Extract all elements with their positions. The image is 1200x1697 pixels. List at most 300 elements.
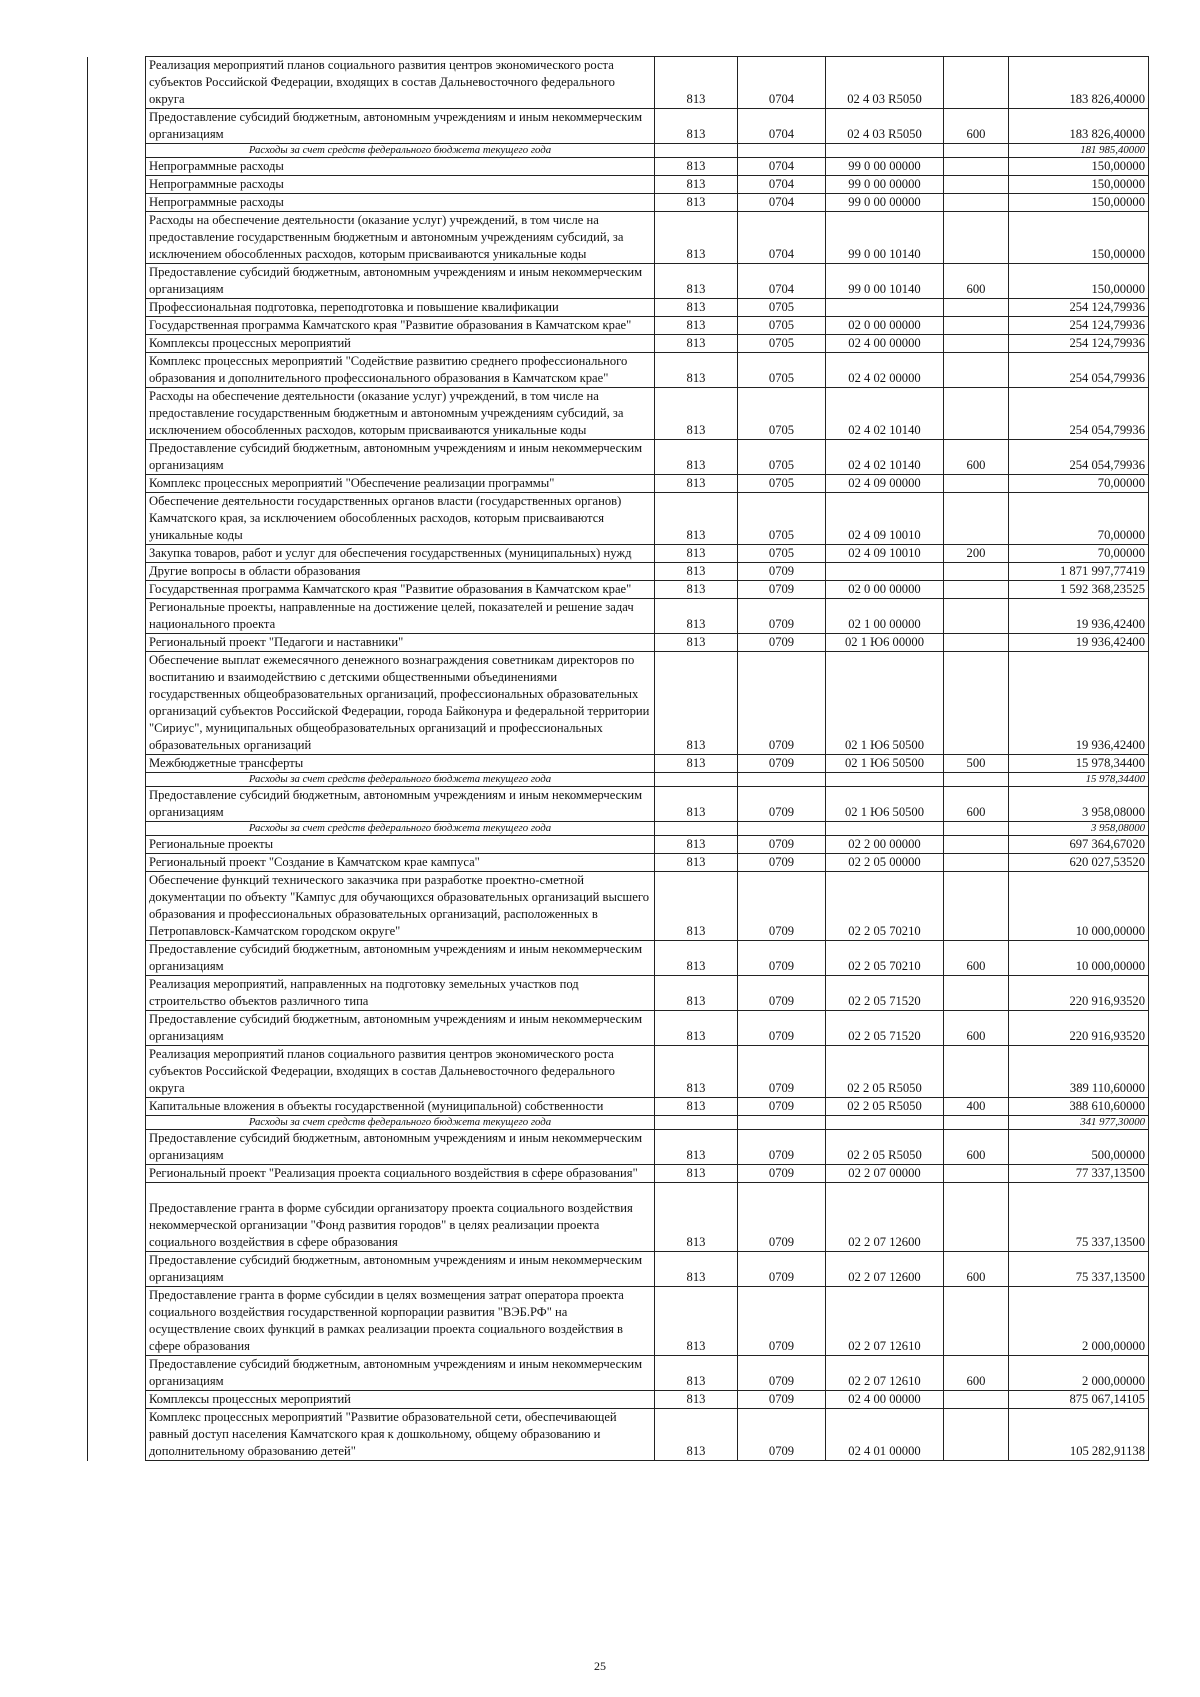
ministry-code-cell: 813 [655, 1130, 738, 1165]
margin-cell [88, 264, 146, 299]
target-article-cell [826, 563, 944, 581]
table-row [88, 1391, 1149, 1409]
ministry-code-cell: 813 [655, 57, 738, 109]
margin-cell [88, 176, 146, 194]
table-row [88, 872, 1149, 941]
expense-name-cell: Комплекс процессных мероприятий "Развитие образовательной сети, обеспечивающей равный доступ населения Камчатского края к дошкольному, общему образованию и дополнительному образованию детей" [146, 1409, 655, 1461]
amount-cell: 183 826,40000 [1009, 109, 1149, 144]
margin-cell [88, 1287, 146, 1356]
amount-cell: 150,00000 [1009, 176, 1149, 194]
amount-cell: 15 978,34400 [1009, 773, 1149, 787]
table-row [88, 1098, 1149, 1116]
table-row [88, 1356, 1149, 1391]
expense-name-cell: Комплекс процессных мероприятий "Обеспечение реализации программы" [146, 475, 655, 493]
target-article-cell: 02 4 00 00000 [826, 335, 944, 353]
target-article-cell: 02 1 Ю6 50500 [826, 652, 944, 755]
ministry-code-cell: 813 [655, 1252, 738, 1287]
section-code-cell: 0705 [738, 317, 826, 335]
table-note-row [88, 822, 1149, 836]
target-article-cell: 02 2 07 12610 [826, 1356, 944, 1391]
table-row [88, 581, 1149, 599]
expense-type-cell [944, 1165, 1009, 1183]
target-article-cell: 02 1 Ю6 50500 [826, 755, 944, 773]
expense-name-cell: Обеспечение деятельности государственных органов власти (государственных органов) Камчатского края, за исключением обособленных расходов, которым присваиваются уникальные коды [146, 493, 655, 545]
ministry-code-cell: 813 [655, 634, 738, 652]
target-article-cell: 02 2 05 R5050 [826, 1130, 944, 1165]
expense-name-cell: Реализация мероприятий, направленных на подготовку земельных участков под строительство объектов различного типа [146, 976, 655, 1011]
table-row [88, 787, 1149, 822]
expense-name-cell: Расходы за счет средств федерального бюджета текущего года [146, 1116, 655, 1130]
expense-name-cell: Региональные проекты, направленные на достижение целей, показателей и решение задач национального проекта [146, 599, 655, 634]
amount-cell: 220 916,93520 [1009, 1011, 1149, 1046]
amount-cell: 254 124,79936 [1009, 317, 1149, 335]
table-row [88, 634, 1149, 652]
expense-type-cell [944, 822, 1009, 836]
ministry-code-cell: 813 [655, 353, 738, 388]
table-row [88, 652, 1149, 755]
table-row [88, 1011, 1149, 1046]
amount-cell: 75 337,13500 [1009, 1183, 1149, 1252]
expense-name-cell: Предоставление субсидий бюджетным, автономным учреждениям и иным некоммерческим организациям [146, 1356, 655, 1391]
page-number: 25 [594, 1659, 606, 1673]
expense-type-cell: 600 [944, 1130, 1009, 1165]
ministry-code-cell: 813 [655, 1183, 738, 1252]
amount-cell: 254 124,79936 [1009, 299, 1149, 317]
ministry-code-cell: 813 [655, 317, 738, 335]
ministry-code-cell: 813 [655, 941, 738, 976]
amount-cell: 254 054,79936 [1009, 353, 1149, 388]
section-code-cell: 0709 [738, 563, 826, 581]
expense-name-cell: Предоставление субсидий бюджетным, автономным учреждениям и иным некоммерческим организациям [146, 1011, 655, 1046]
margin-cell [88, 773, 146, 787]
target-article-cell: 02 4 02 10140 [826, 388, 944, 440]
section-code-cell [738, 1116, 826, 1130]
section-code-cell: 0705 [738, 440, 826, 475]
section-code-cell: 0705 [738, 353, 826, 388]
margin-cell [88, 335, 146, 353]
ministry-code-cell: 813 [655, 109, 738, 144]
table-row [88, 1165, 1149, 1183]
margin-cell [88, 109, 146, 144]
section-code-cell: 0709 [738, 1287, 826, 1356]
expense-type-cell [944, 652, 1009, 755]
margin-cell [88, 1183, 146, 1252]
section-code-cell: 0704 [738, 176, 826, 194]
margin-cell [88, 563, 146, 581]
expense-type-cell: 500 [944, 755, 1009, 773]
target-article-cell: 02 2 07 00000 [826, 1165, 944, 1183]
section-code-cell: 0709 [738, 1391, 826, 1409]
margin-cell [88, 1116, 146, 1130]
ministry-code-cell: 813 [655, 976, 738, 1011]
section-code-cell: 0705 [738, 335, 826, 353]
section-code-cell: 0705 [738, 545, 826, 563]
amount-cell: 254 054,79936 [1009, 440, 1149, 475]
expense-name-cell: Капитальные вложения в объекты государственной (муниципальной) собственности [146, 1098, 655, 1116]
ministry-code-cell: 813 [655, 1011, 738, 1046]
amount-cell: 3 958,08000 [1009, 822, 1149, 836]
expense-type-cell [944, 1287, 1009, 1356]
expense-name-cell: Расходы за счет средств федерального бюджета текущего года [146, 144, 655, 158]
amount-cell: 1 871 997,77419 [1009, 563, 1149, 581]
ministry-code-cell: 813 [655, 299, 738, 317]
table-row [88, 563, 1149, 581]
table-row [88, 158, 1149, 176]
ministry-code-cell: 813 [655, 755, 738, 773]
target-article-cell: 02 1 Ю6 50500 [826, 787, 944, 822]
table-note-row [88, 773, 1149, 787]
expense-type-cell [944, 1116, 1009, 1130]
expense-name-cell: Реализация мероприятий планов социального развития центров экономического роста субъектов Российской Федерации, входящих в состав Дальневосточного федерального округа [146, 57, 655, 109]
margin-cell [88, 976, 146, 1011]
expense-name-cell: Реализация мероприятий планов социального развития центров экономического роста субъектов Российской Федерации, входящих в состав Дальневосточного федерального округа [146, 1046, 655, 1098]
expense-name-cell: Государственная программа Камчатского края "Развитие образования в Камчатском крае" [146, 581, 655, 599]
section-code-cell: 0709 [738, 581, 826, 599]
ministry-code-cell [655, 822, 738, 836]
expense-name-cell: Предоставление гранта в форме субсидии организатору проекта социального воздействия некоммерческой организации "Фонд развития городов" в целях реализации проекта социального воздействия в сфере образования [146, 1183, 655, 1252]
amount-cell: 500,00000 [1009, 1130, 1149, 1165]
expense-name-cell: Региональный проект "Создание в Камчатском крае кампуса" [146, 854, 655, 872]
target-article-cell: 02 2 05 70210 [826, 872, 944, 941]
ministry-code-cell: 813 [655, 1356, 738, 1391]
margin-cell [88, 836, 146, 854]
ministry-code-cell [655, 773, 738, 787]
expense-type-cell [944, 299, 1009, 317]
expense-type-cell: 600 [944, 1252, 1009, 1287]
budget-table-body [88, 57, 1149, 1461]
table-row [88, 299, 1149, 317]
amount-cell: 70,00000 [1009, 475, 1149, 493]
margin-cell [88, 1356, 146, 1391]
expense-type-cell: 400 [944, 1098, 1009, 1116]
margin-cell [88, 1011, 146, 1046]
table-row [88, 1252, 1149, 1287]
expense-type-cell [944, 836, 1009, 854]
target-article-cell: 02 4 03 R5050 [826, 109, 944, 144]
table-row [88, 599, 1149, 634]
margin-cell [88, 475, 146, 493]
expense-name-cell: Региональный проект "Педагоги и наставники" [146, 634, 655, 652]
margin-cell [88, 317, 146, 335]
expense-type-cell [944, 1391, 1009, 1409]
table-row [88, 755, 1149, 773]
expense-type-cell [944, 388, 1009, 440]
margin-cell [88, 581, 146, 599]
expense-type-cell [944, 57, 1009, 109]
expense-type-cell [944, 353, 1009, 388]
expense-type-cell [944, 773, 1009, 787]
expense-name-cell: Предоставление субсидий бюджетным, автономным учреждениям и иным некоммерческим организациям [146, 109, 655, 144]
table-row [88, 493, 1149, 545]
ministry-code-cell: 813 [655, 1098, 738, 1116]
section-code-cell: 0709 [738, 634, 826, 652]
ministry-code-cell: 813 [655, 158, 738, 176]
section-code-cell: 0709 [738, 1046, 826, 1098]
table-row [88, 176, 1149, 194]
ministry-code-cell: 813 [655, 787, 738, 822]
table-row [88, 836, 1149, 854]
target-article-cell: 02 1 00 00000 [826, 599, 944, 634]
margin-cell [88, 599, 146, 634]
section-code-cell: 0709 [738, 872, 826, 941]
target-article-cell: 02 4 01 00000 [826, 1409, 944, 1461]
target-article-cell: 02 2 05 R5050 [826, 1046, 944, 1098]
expense-type-cell: 200 [944, 545, 1009, 563]
amount-cell: 2 000,00000 [1009, 1356, 1149, 1391]
amount-cell: 389 110,60000 [1009, 1046, 1149, 1098]
target-article-cell: 02 2 00 00000 [826, 836, 944, 854]
table-row [88, 353, 1149, 388]
section-code-cell: 0709 [738, 755, 826, 773]
target-article-cell: 02 4 09 10010 [826, 493, 944, 545]
amount-cell: 150,00000 [1009, 212, 1149, 264]
amount-cell: 1 592 368,23525 [1009, 581, 1149, 599]
margin-cell [88, 194, 146, 212]
expense-name-cell: Обеспечение выплат ежемесячного денежного вознаграждения советникам директоров по воспитанию и взаимодействию с детскими общественными объединениями государственных общеобразовательных организаций, профессиональных образовательных организаций субъектов Российской Федерации, города Байконура и федеральной территории "Сириус", муниципальных общеобразовательных организаций и профессиональных образовательных организаций [146, 652, 655, 755]
section-code-cell: 0704 [738, 194, 826, 212]
target-article-cell: 02 0 00 00000 [826, 317, 944, 335]
expense-type-cell [944, 854, 1009, 872]
table-row [88, 1046, 1149, 1098]
margin-cell [88, 941, 146, 976]
section-code-cell: 0705 [738, 388, 826, 440]
expense-name-cell: Предоставление субсидий бюджетным, автономным учреждениям и иным некоммерческим организациям [146, 941, 655, 976]
expense-name-cell: Расходы за счет средств федерального бюджета текущего года [146, 822, 655, 836]
section-code-cell: 0709 [738, 1252, 826, 1287]
expense-type-cell [944, 475, 1009, 493]
amount-cell: 19 936,42400 [1009, 634, 1149, 652]
expense-name-cell: Предоставление субсидий бюджетным, автономным учреждениям и иным некоммерческим организациям [146, 1130, 655, 1165]
expense-name-cell: Расходы на обеспечение деятельности (оказание услуг) учреждений, в том числе на предоставление государственным бюджетным и автономным учреждениям субсидий, за исключением обособленных расходов, которым присваиваются уникальные коды [146, 212, 655, 264]
margin-cell [88, 787, 146, 822]
amount-cell: 220 916,93520 [1009, 976, 1149, 1011]
ministry-code-cell: 813 [655, 475, 738, 493]
target-article-cell: 02 2 05 71520 [826, 976, 944, 1011]
ministry-code-cell: 813 [655, 440, 738, 475]
table-row [88, 57, 1149, 109]
ministry-code-cell [655, 144, 738, 158]
ministry-code-cell: 813 [655, 212, 738, 264]
expense-type-cell [944, 1183, 1009, 1252]
margin-cell [88, 144, 146, 158]
target-article-cell: 02 2 05 R5050 [826, 1098, 944, 1116]
expense-type-cell [944, 158, 1009, 176]
margin-cell [88, 440, 146, 475]
section-code-cell [738, 773, 826, 787]
amount-cell: 254 124,79936 [1009, 335, 1149, 353]
ministry-code-cell [655, 1116, 738, 1130]
section-code-cell [738, 144, 826, 158]
section-code-cell: 0704 [738, 212, 826, 264]
expense-type-cell: 600 [944, 1356, 1009, 1391]
table-note-row [88, 144, 1149, 158]
expense-type-cell [944, 212, 1009, 264]
table-row [88, 109, 1149, 144]
expense-name-cell: Предоставление субсидий бюджетным, автономным учреждениям и иным некоммерческим организациям [146, 440, 655, 475]
section-code-cell: 0709 [738, 1183, 826, 1252]
expense-type-cell [944, 176, 1009, 194]
table-row [88, 475, 1149, 493]
target-article-cell: 02 4 02 00000 [826, 353, 944, 388]
amount-cell: 875 067,14105 [1009, 1391, 1149, 1409]
ministry-code-cell: 813 [655, 335, 738, 353]
margin-cell [88, 1098, 146, 1116]
expense-type-cell [944, 493, 1009, 545]
amount-cell: 150,00000 [1009, 264, 1149, 299]
expense-type-cell [944, 317, 1009, 335]
expense-name-cell: Государственная программа Камчатского края "Развитие образования в Камчатском крае" [146, 317, 655, 335]
margin-cell [88, 854, 146, 872]
margin-cell [88, 652, 146, 755]
section-code-cell: 0709 [738, 1011, 826, 1046]
amount-cell: 388 610,60000 [1009, 1098, 1149, 1116]
expense-type-cell: 600 [944, 941, 1009, 976]
table-row [88, 212, 1149, 264]
amount-cell: 10 000,00000 [1009, 872, 1149, 941]
amount-cell: 19 936,42400 [1009, 652, 1149, 755]
expense-name-cell: Комплексы процессных мероприятий [146, 335, 655, 353]
section-code-cell: 0704 [738, 109, 826, 144]
margin-cell [88, 872, 146, 941]
target-article-cell: 99 0 00 00000 [826, 194, 944, 212]
amount-cell: 2 000,00000 [1009, 1287, 1149, 1356]
expense-type-cell [944, 194, 1009, 212]
target-article-cell: 02 2 07 12600 [826, 1183, 944, 1252]
ministry-code-cell: 813 [655, 176, 738, 194]
margin-cell [88, 212, 146, 264]
ministry-code-cell: 813 [655, 264, 738, 299]
table-note-row [88, 1116, 1149, 1130]
section-code-cell: 0709 [738, 1130, 826, 1165]
margin-cell [88, 545, 146, 563]
table-row [88, 854, 1149, 872]
margin-cell [88, 353, 146, 388]
amount-cell: 3 958,08000 [1009, 787, 1149, 822]
section-code-cell: 0709 [738, 836, 826, 854]
expense-name-cell: Предоставление субсидий бюджетным, автономным учреждениям и иным некоммерческим организациям [146, 787, 655, 822]
ministry-code-cell: 813 [655, 581, 738, 599]
ministry-code-cell: 813 [655, 652, 738, 755]
section-code-cell: 0705 [738, 493, 826, 545]
target-article-cell [826, 299, 944, 317]
ministry-code-cell: 813 [655, 1165, 738, 1183]
amount-cell: 697 364,67020 [1009, 836, 1149, 854]
expense-type-cell [944, 1409, 1009, 1461]
expense-type-cell [944, 872, 1009, 941]
target-article-cell: 02 2 05 71520 [826, 1011, 944, 1046]
amount-cell: 77 337,13500 [1009, 1165, 1149, 1183]
ministry-code-cell: 813 [655, 1391, 738, 1409]
budget-table [87, 56, 1149, 1461]
margin-cell [88, 1252, 146, 1287]
table-row [88, 264, 1149, 299]
margin-cell [88, 1391, 146, 1409]
amount-cell: 70,00000 [1009, 545, 1149, 563]
amount-cell: 105 282,91138 [1009, 1409, 1149, 1461]
ministry-code-cell: 813 [655, 836, 738, 854]
target-article-cell: 99 0 00 10140 [826, 264, 944, 299]
target-article-cell: 02 0 00 00000 [826, 581, 944, 599]
expense-type-cell: 600 [944, 440, 1009, 475]
table-row [88, 1183, 1149, 1252]
section-code-cell: 0704 [738, 158, 826, 176]
target-article-cell [826, 1116, 944, 1130]
target-article-cell: 02 2 07 12610 [826, 1287, 944, 1356]
amount-cell: 183 826,40000 [1009, 57, 1149, 109]
target-article-cell: 99 0 00 00000 [826, 158, 944, 176]
expense-type-cell [944, 335, 1009, 353]
section-code-cell: 0709 [738, 652, 826, 755]
expense-name-cell: Непрограммные расходы [146, 158, 655, 176]
expense-name-cell: Другие вопросы в области образования [146, 563, 655, 581]
expense-name-cell: Межбюджетные трансферты [146, 755, 655, 773]
amount-cell: 620 027,53520 [1009, 854, 1149, 872]
expense-name-cell: Обеспечение функций технического заказчика при разработке проектно-сметной документации по объекту "Кампус для обучающихся образовательных организаций высшего образования и профессиональных образовательных организаций, расположенных в Петропавловск-Камчатском городском округе" [146, 872, 655, 941]
amount-cell: 150,00000 [1009, 158, 1149, 176]
ministry-code-cell: 813 [655, 1409, 738, 1461]
margin-cell [88, 158, 146, 176]
expense-type-cell [944, 581, 1009, 599]
expense-name-cell: Расходы за счет средств федерального бюджета текущего года [146, 773, 655, 787]
table-row [88, 440, 1149, 475]
expense-type-cell: 600 [944, 787, 1009, 822]
amount-cell: 254 054,79936 [1009, 388, 1149, 440]
expense-type-cell: 600 [944, 264, 1009, 299]
margin-cell [88, 299, 146, 317]
section-code-cell: 0709 [738, 1165, 826, 1183]
budget-table-page [87, 56, 1149, 1461]
section-code-cell: 0709 [738, 976, 826, 1011]
amount-cell: 341 977,30000 [1009, 1116, 1149, 1130]
section-code-cell: 0705 [738, 475, 826, 493]
section-code-cell: 0709 [738, 854, 826, 872]
ministry-code-cell: 813 [655, 493, 738, 545]
table-row [88, 1409, 1149, 1461]
expense-type-cell [944, 634, 1009, 652]
expense-name-cell: Предоставление субсидий бюджетным, автономным учреждениям и иным некоммерческим организациям [146, 264, 655, 299]
target-article-cell: 02 4 02 10140 [826, 440, 944, 475]
target-article-cell: 02 2 07 12600 [826, 1252, 944, 1287]
margin-cell [88, 1409, 146, 1461]
expense-name-cell: Региональный проект "Реализация проекта социального воздействия в сфере образования" [146, 1165, 655, 1183]
expense-type-cell [944, 976, 1009, 1011]
margin-cell [88, 755, 146, 773]
target-article-cell: 02 2 05 00000 [826, 854, 944, 872]
target-article-cell: 02 4 09 10010 [826, 545, 944, 563]
expense-name-cell: Комплекс процессных мероприятий "Содействие развитию среднего профессионального образования и дополнительного профессионального образования в Камчатском крае" [146, 353, 655, 388]
ministry-code-cell: 813 [655, 1046, 738, 1098]
ministry-code-cell: 813 [655, 194, 738, 212]
target-article-cell: 99 0 00 00000 [826, 176, 944, 194]
target-article-cell [826, 144, 944, 158]
margin-cell [88, 57, 146, 109]
table-row [88, 194, 1149, 212]
target-article-cell: 02 4 09 00000 [826, 475, 944, 493]
margin-cell [88, 822, 146, 836]
margin-cell [88, 1046, 146, 1098]
target-article-cell [826, 822, 944, 836]
expense-type-cell: 600 [944, 1011, 1009, 1046]
amount-cell: 10 000,00000 [1009, 941, 1149, 976]
target-article-cell: 02 1 Ю6 00000 [826, 634, 944, 652]
ministry-code-cell: 813 [655, 563, 738, 581]
margin-cell [88, 493, 146, 545]
target-article-cell: 02 4 03 R5050 [826, 57, 944, 109]
ministry-code-cell: 813 [655, 1287, 738, 1356]
expense-name-cell: Непрограммные расходы [146, 194, 655, 212]
amount-cell: 19 936,42400 [1009, 599, 1149, 634]
ministry-code-cell: 813 [655, 599, 738, 634]
